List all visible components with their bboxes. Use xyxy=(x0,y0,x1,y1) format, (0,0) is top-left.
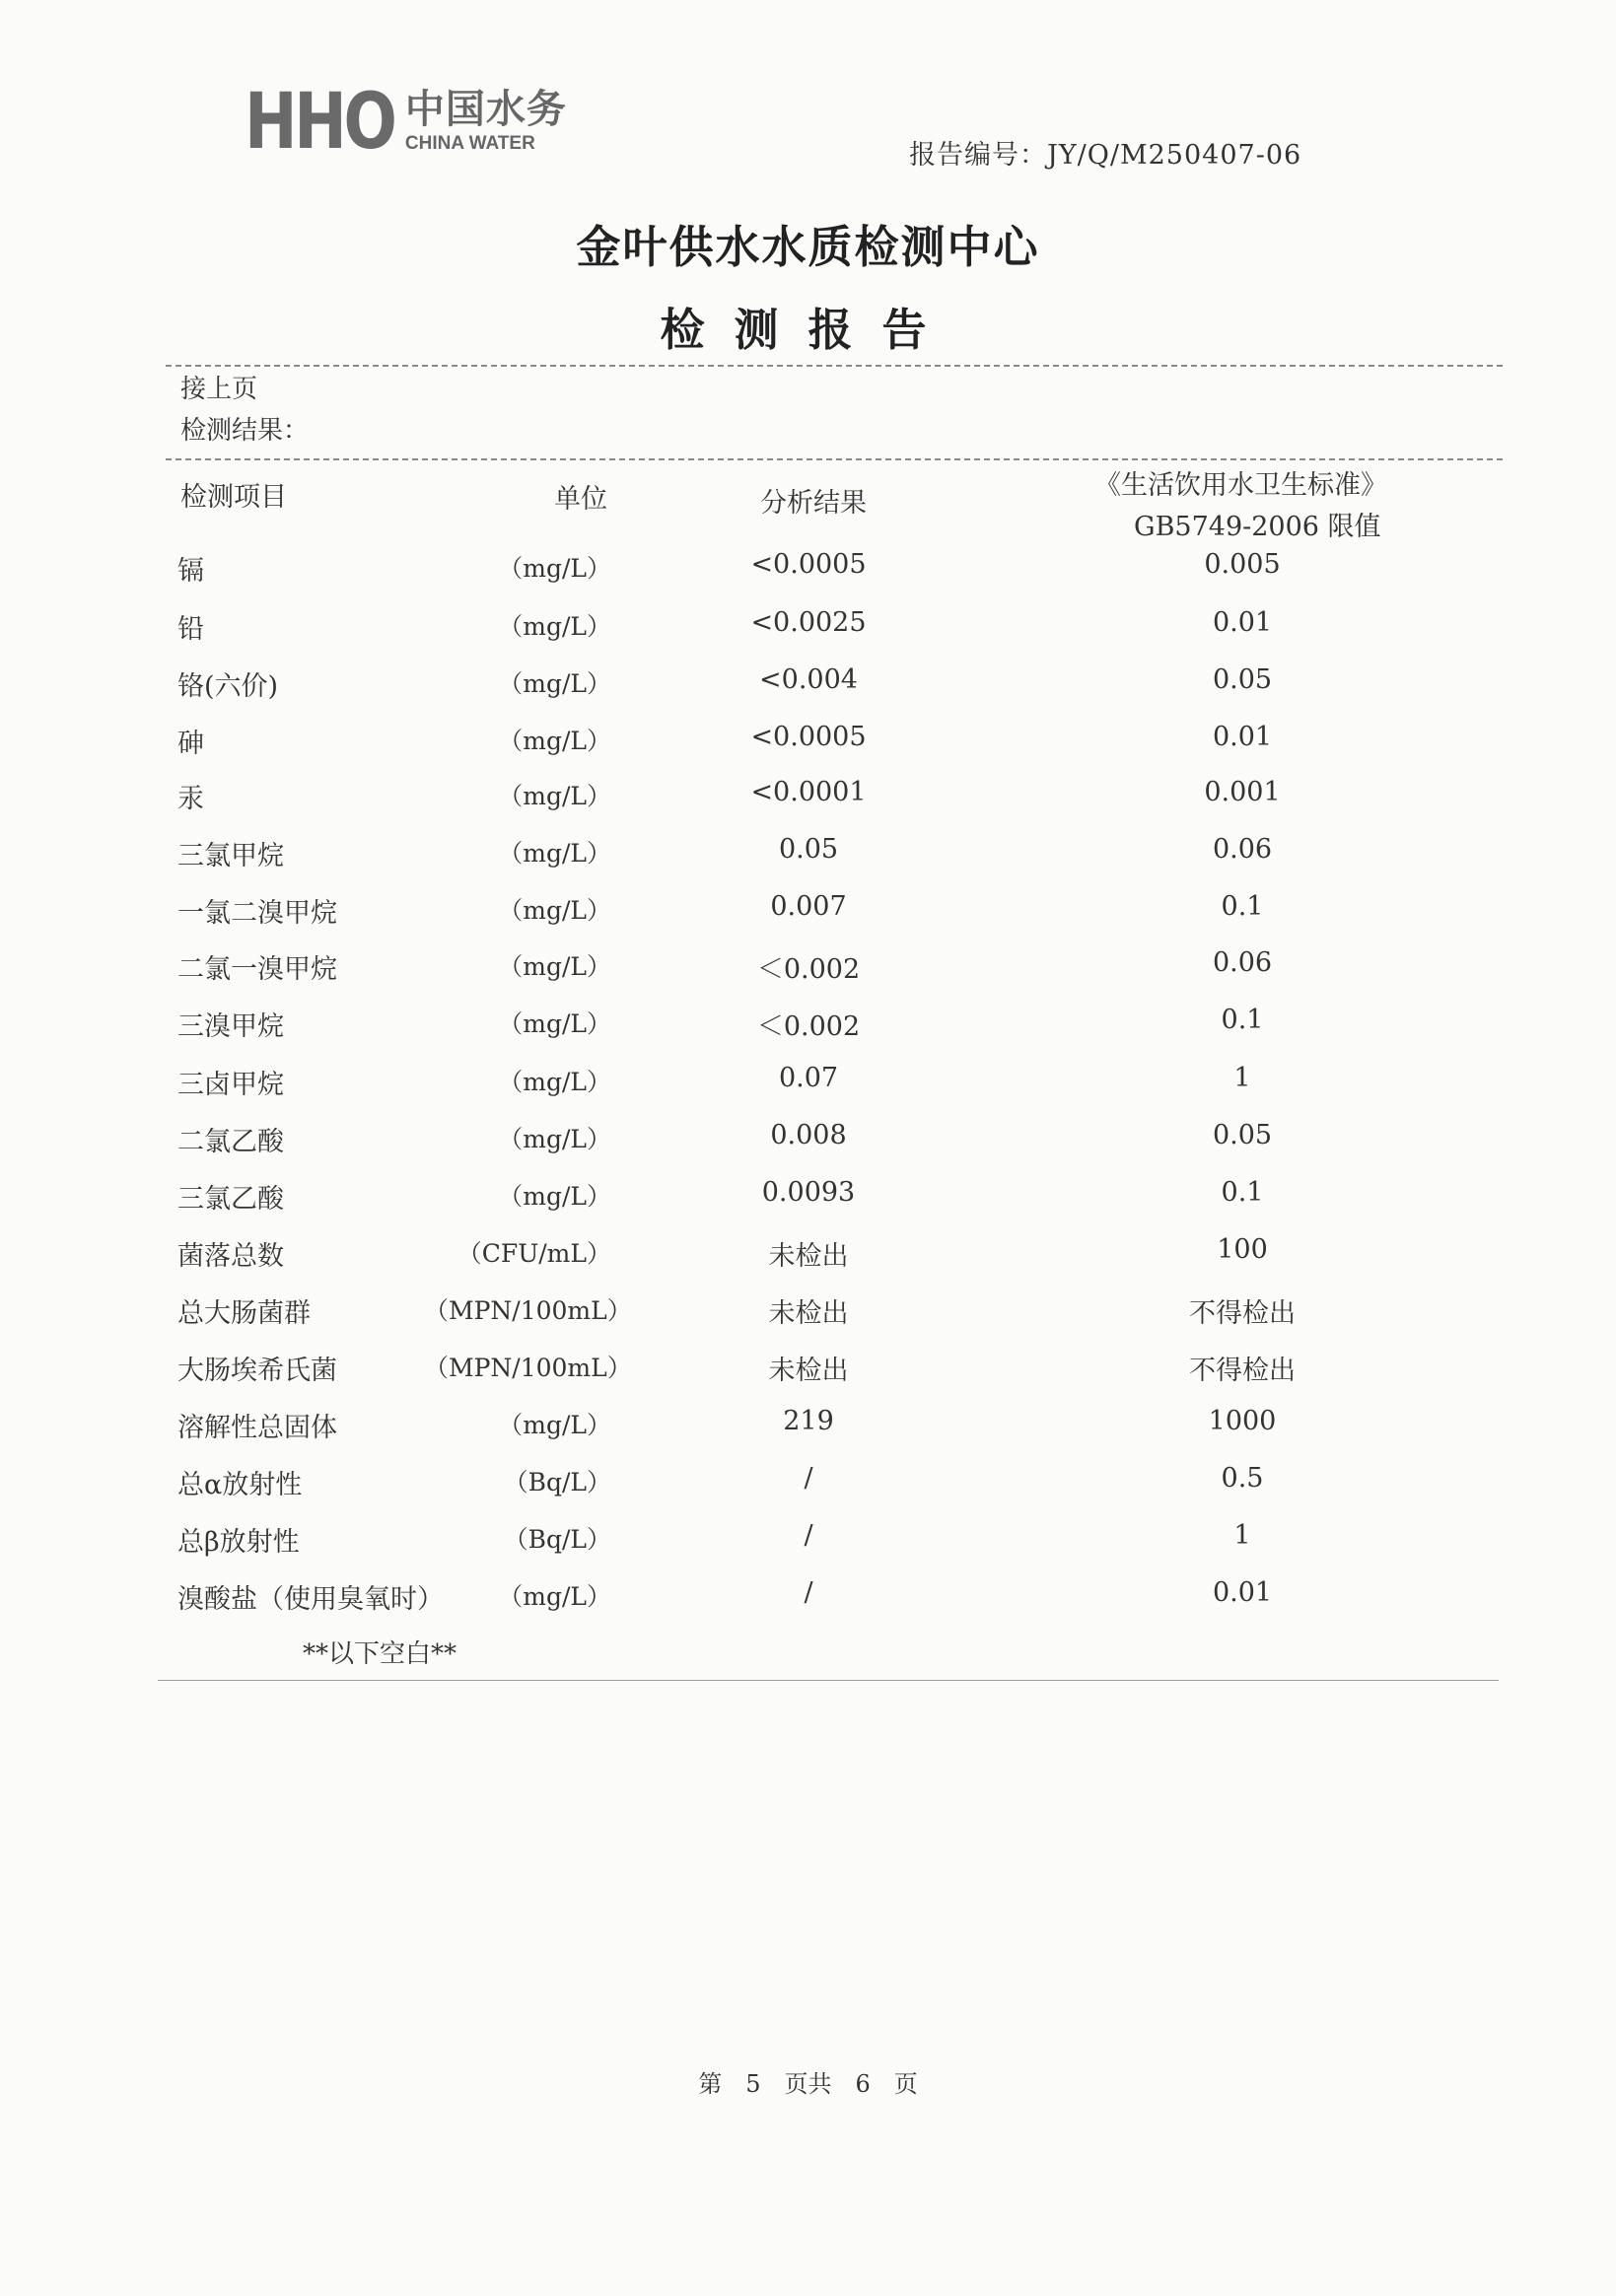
row-result: <0.0005 xyxy=(750,549,867,580)
row-result: 未检出 xyxy=(768,1241,849,1272)
table-row xyxy=(0,549,1616,589)
row-unit: （mg/L） xyxy=(498,1582,611,1611)
row-result: / xyxy=(804,1520,813,1551)
logo-english-name: CHINA WATER xyxy=(404,133,535,154)
table-row xyxy=(0,777,1616,816)
footer-prefix: 第 xyxy=(698,2070,723,2098)
row-result: / xyxy=(804,1577,813,1608)
row-limit: 0.06 xyxy=(1212,834,1273,865)
row-limit: 0.001 xyxy=(1204,777,1281,807)
row-item: 菌落总数 xyxy=(177,1241,284,1272)
table-row xyxy=(0,1291,1616,1331)
row-unit: （mg/L） xyxy=(498,1411,611,1439)
row-item: 三氯甲烷 xyxy=(177,841,284,871)
table-row xyxy=(0,891,1616,931)
row-item: 铅 xyxy=(177,614,204,645)
row-result: <0.0025 xyxy=(750,607,867,638)
table-row xyxy=(0,1520,1616,1560)
row-item: 一氯二溴甲烷 xyxy=(177,898,337,929)
row-item: 镉 xyxy=(177,556,204,587)
row-unit: （mg/L） xyxy=(498,952,611,981)
row-item: 总α放射性 xyxy=(177,1470,303,1500)
footer-total-pages: 6 xyxy=(855,2070,871,2098)
table-row xyxy=(0,1577,1616,1617)
row-limit: 0.1 xyxy=(1221,891,1264,922)
blank-below-note: **以下空白** xyxy=(303,1639,457,1669)
bottom-divider xyxy=(158,1680,1499,1681)
row-limit: 不得检出 xyxy=(1189,1298,1296,1329)
row-result: 0.07 xyxy=(778,1063,839,1093)
row-item: 总大肠菌群 xyxy=(177,1298,311,1329)
continued-label: 接上页 xyxy=(180,375,258,404)
row-limit: 0.5 xyxy=(1221,1463,1264,1494)
footer-suffix: 页 xyxy=(893,2070,918,2098)
row-item: 大肠埃希氏菌 xyxy=(177,1356,337,1386)
row-limit: 1 xyxy=(1233,1520,1251,1551)
header-divider xyxy=(166,458,1503,460)
row-item: 溶解性总固体 xyxy=(177,1413,337,1443)
top-divider xyxy=(166,365,1503,367)
row-result: 0.008 xyxy=(770,1120,847,1150)
table-row xyxy=(0,1063,1616,1102)
table-row xyxy=(0,1005,1616,1044)
row-item: 二氯乙酸 xyxy=(177,1127,284,1157)
row-unit: （mg/L） xyxy=(498,1182,611,1211)
row-item: 二氯一溴甲烷 xyxy=(177,954,337,985)
column-header-result: 分析结果 xyxy=(760,488,867,519)
table-row xyxy=(0,1234,1616,1274)
table-row xyxy=(0,1406,1616,1445)
results-label: 检测结果： xyxy=(180,416,310,446)
row-limit: 0.06 xyxy=(1212,947,1273,978)
table-row xyxy=(0,1120,1616,1159)
row-unit: （MPN/100mL） xyxy=(424,1354,632,1382)
logo-mark: HHO xyxy=(245,78,394,167)
logo-chinese-name: 中国水务 xyxy=(404,87,567,132)
row-result: 0.007 xyxy=(770,891,847,922)
row-limit: 0.01 xyxy=(1212,722,1273,752)
column-header-unit: 单位 xyxy=(554,484,607,515)
row-item: 砷 xyxy=(177,729,204,759)
table-row xyxy=(0,834,1616,873)
page-footer xyxy=(0,2064,1616,2099)
row-result: <0.0005 xyxy=(750,722,867,752)
row-limit: 0.1 xyxy=(1221,1177,1264,1208)
table-row xyxy=(0,1177,1616,1217)
row-item: 总β放射性 xyxy=(177,1527,300,1558)
row-unit: （CFU/mL） xyxy=(457,1239,611,1268)
row-limit: 1 xyxy=(1233,1063,1251,1093)
row-result: <0.004 xyxy=(759,664,858,695)
table-row xyxy=(0,607,1616,647)
row-item: 三卤甲烷 xyxy=(177,1070,284,1100)
table-row xyxy=(0,1463,1616,1502)
table-row xyxy=(0,722,1616,761)
row-unit: （Bq/L） xyxy=(503,1468,611,1496)
row-result: / xyxy=(804,1463,813,1494)
row-item: 铬(六价) xyxy=(177,671,279,702)
row-unit: （mg/L） xyxy=(498,839,611,868)
row-result: 未检出 xyxy=(768,1298,849,1329)
row-result: 219 xyxy=(783,1406,834,1436)
row-unit: （mg/L） xyxy=(498,1009,611,1038)
table-row xyxy=(0,664,1616,704)
china-water-logo xyxy=(245,78,567,167)
document-title: 金叶供水水质检测中心 xyxy=(576,221,1040,273)
row-result: 0.05 xyxy=(778,834,839,865)
row-limit: 0.005 xyxy=(1204,549,1281,580)
document-subtitle: 检测报告 xyxy=(660,304,956,356)
row-unit: （mg/L） xyxy=(498,896,611,925)
row-unit: （MPN/100mL） xyxy=(424,1296,632,1325)
column-header-limit-gb: GB5749-2006 限值 xyxy=(1134,512,1381,542)
table-row xyxy=(0,947,1616,987)
row-result: 0.0093 xyxy=(761,1177,856,1208)
row-result: 未检出 xyxy=(768,1356,849,1386)
footer-page-number: 5 xyxy=(745,2070,761,2098)
row-limit: 0.1 xyxy=(1221,1005,1264,1035)
row-limit: 0.05 xyxy=(1212,1120,1273,1150)
row-limit: 1000 xyxy=(1208,1406,1277,1436)
row-result: <0.0001 xyxy=(750,777,867,807)
table-row xyxy=(0,1349,1616,1388)
row-item: 三氯乙酸 xyxy=(177,1184,284,1215)
logo-text xyxy=(404,87,567,155)
row-unit: （mg/L） xyxy=(498,1125,611,1153)
row-limit: 0.05 xyxy=(1212,664,1273,695)
row-result: ＜0.002 xyxy=(756,954,861,985)
report-number: 报告编号：JY/Q/M250407-06 xyxy=(909,140,1302,171)
row-item: 溴酸盐（使用臭氧时） xyxy=(177,1584,444,1615)
row-unit: （mg/L） xyxy=(498,782,611,810)
column-header-item: 检测项目 xyxy=(180,482,287,513)
row-unit: （mg/L） xyxy=(498,1068,611,1096)
row-limit: 0.01 xyxy=(1212,1577,1273,1608)
row-limit: 0.01 xyxy=(1212,607,1273,638)
footer-mid: 页共 xyxy=(784,2070,832,2098)
row-unit: （mg/L） xyxy=(498,727,611,755)
row-item: 三溴甲烷 xyxy=(177,1011,284,1042)
row-item: 汞 xyxy=(177,784,204,814)
row-unit: （Bq/L） xyxy=(503,1525,611,1554)
row-unit: （mg/L） xyxy=(498,669,611,698)
row-result: ＜0.002 xyxy=(756,1011,861,1042)
row-limit: 100 xyxy=(1217,1234,1268,1265)
column-header-limit-standard: 《生活饮用水卫生标准》 xyxy=(1094,470,1387,501)
row-unit: （mg/L） xyxy=(498,554,611,583)
row-limit: 不得检出 xyxy=(1189,1356,1296,1386)
row-unit: （mg/L） xyxy=(498,612,611,641)
